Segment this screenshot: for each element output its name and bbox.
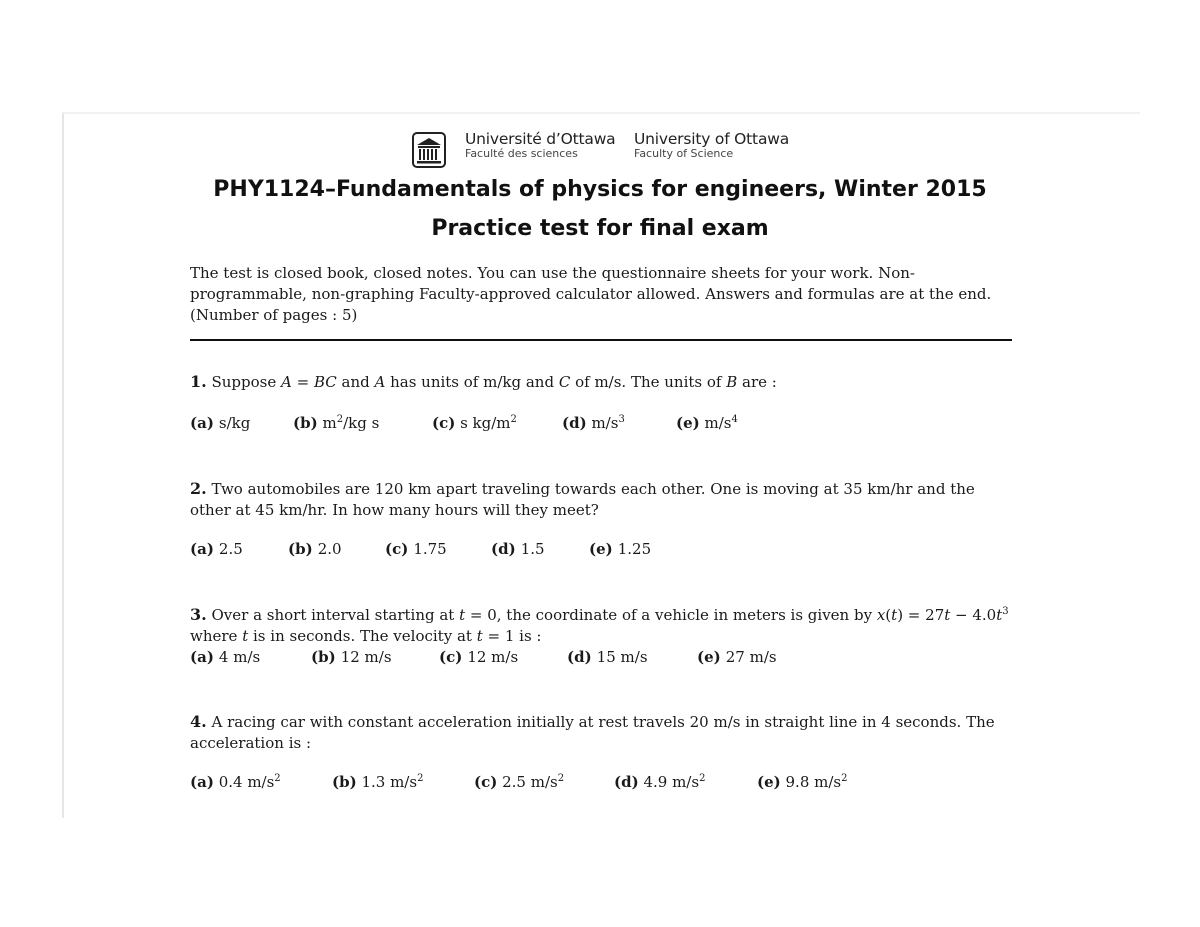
- answer-option-label: (c): [474, 773, 498, 791]
- answer-option-value: 4 m/s: [218, 648, 261, 666]
- question-text: Over a short interval starting at t = 0, the coordinate of a vehicle in meters is given by $x(t) = 27t - 4.0t^3$ where t is in seconds. The velocity at t = 1 is :: [190, 606, 1009, 645]
- question-text: Two automobiles are 120 km apart traveling towards each other. One is moving at 35 km/hr and the other at 45 km/hr. In how many hours will they meet?: [190, 480, 975, 519]
- answer-option-value: 12 m/s: [340, 648, 392, 666]
- answer-option-label: (a): [190, 648, 214, 666]
- question-1: [190, 371, 1020, 393]
- answer-option-label: (a): [190, 773, 214, 791]
- answer-option-value: 12 m/s: [467, 648, 519, 666]
- answer-option-label: (c): [439, 648, 463, 666]
- answer-option: [697, 648, 777, 666]
- university-name-en: University of Ottawa: [634, 130, 790, 148]
- answer-option: [293, 414, 379, 432]
- answer-option: [190, 414, 250, 432]
- answer-option-label: (d): [562, 414, 587, 432]
- answer-option-value: s $kg/m^2$: [455, 414, 517, 432]
- answer-option-value: $m^2/kg$ s: [317, 414, 380, 432]
- answer-option-value: 9.8 $m/s^2$: [780, 773, 848, 791]
- answer-option-label: (b): [288, 540, 313, 558]
- answer-option: [562, 414, 625, 432]
- answer-option: [491, 540, 545, 558]
- answer-option-value: 2.0: [317, 540, 342, 558]
- answer-option-label: (d): [567, 648, 592, 666]
- question-text: Suppose A = BC and A has units of m/kg and C of m/s. The units of B are :: [211, 373, 777, 391]
- question-number: 1.: [190, 372, 207, 391]
- question-4: [190, 711, 1020, 754]
- question-text: A racing car with constant acceleration initially at rest travels 20 m/s in straight line in 4 seconds. The acceleration is :: [190, 713, 995, 752]
- answer-option: [567, 648, 648, 666]
- answer-option-value: 2.5: [218, 540, 243, 558]
- answer-option: [332, 773, 423, 791]
- question-number: 2.: [190, 479, 207, 498]
- university-name-fr: Université d’Ottawa: [465, 130, 616, 148]
- university-fr: [465, 130, 615, 160]
- test-subtitle: Practice test for final exam: [431, 216, 769, 241]
- answer-option-value: 1.5: [520, 540, 545, 558]
- answer-option-label: (b): [332, 773, 357, 791]
- answer-option: [311, 648, 392, 666]
- answer-option: [190, 773, 281, 791]
- answer-option-value: 1.25: [617, 540, 652, 558]
- answer-option-label: (d): [491, 540, 516, 558]
- answer-option: [614, 773, 705, 791]
- answer-option-label: (e): [697, 648, 721, 666]
- question-number: 3.: [190, 605, 207, 624]
- answer-option: [474, 773, 564, 791]
- answer-option-value: $m/s^3$: [586, 414, 625, 432]
- answer-option-label: (e): [757, 773, 781, 791]
- answer-option-value: 2.5 $m/s^2$: [497, 773, 565, 791]
- answer-option-label: (a): [190, 414, 214, 432]
- course-title: PHY1124–Fundamentals of physics for engineers, Winter 2015: [213, 177, 987, 202]
- university-logo: [412, 130, 792, 170]
- faculty-name-en: Faculty of Science: [634, 147, 734, 160]
- answer-option: [589, 540, 651, 558]
- answer-option-label: (b): [293, 414, 318, 432]
- answer-option: [288, 540, 342, 558]
- answer-option-value: 4.9 $m/s^2$: [638, 773, 706, 791]
- answer-option-label: (c): [385, 540, 409, 558]
- answer-option-label: (b): [311, 648, 336, 666]
- university-seal-icon: [412, 132, 446, 168]
- answer-option-value: s/kg: [218, 414, 251, 432]
- answer-option-value: 27 m/s: [725, 648, 777, 666]
- answer-option-value: 0.4 $m/s^2$: [213, 773, 281, 791]
- answer-option: [385, 540, 447, 558]
- answer-option-value: 15 m/s: [596, 648, 648, 666]
- answer-option-value: $m/s^4$: [699, 414, 738, 432]
- answer-option-label: (e): [676, 414, 700, 432]
- answer-option-value: 1.3 $m/s^2$: [356, 773, 424, 791]
- answer-option: [190, 648, 260, 666]
- question-number: 4.: [190, 712, 207, 731]
- answer-option-label: (d): [614, 773, 639, 791]
- answer-option: [676, 414, 738, 432]
- question-3: [190, 604, 1020, 647]
- university-en: [634, 130, 789, 160]
- answer-option: [439, 648, 518, 666]
- answer-option: [432, 414, 517, 432]
- answer-option-value: 1.75: [413, 540, 447, 558]
- instructions: The test is closed book, closed notes. You can use the questionnaire sheets for your work. Non-programmable, non-graphing Faculty-approved calculator allowed. Answers and formulas are at the end. (Number of pages : 5): [190, 264, 992, 324]
- separator-rule: [190, 339, 1012, 341]
- answer-option: [757, 773, 848, 791]
- question-2: [190, 478, 1020, 521]
- answer-option-label: (a): [190, 540, 214, 558]
- faculty-name-fr: Faculté des sciences: [465, 147, 578, 160]
- answer-option-label: (e): [589, 540, 613, 558]
- answer-option: [190, 540, 243, 558]
- answer-option-label: (c): [432, 414, 456, 432]
